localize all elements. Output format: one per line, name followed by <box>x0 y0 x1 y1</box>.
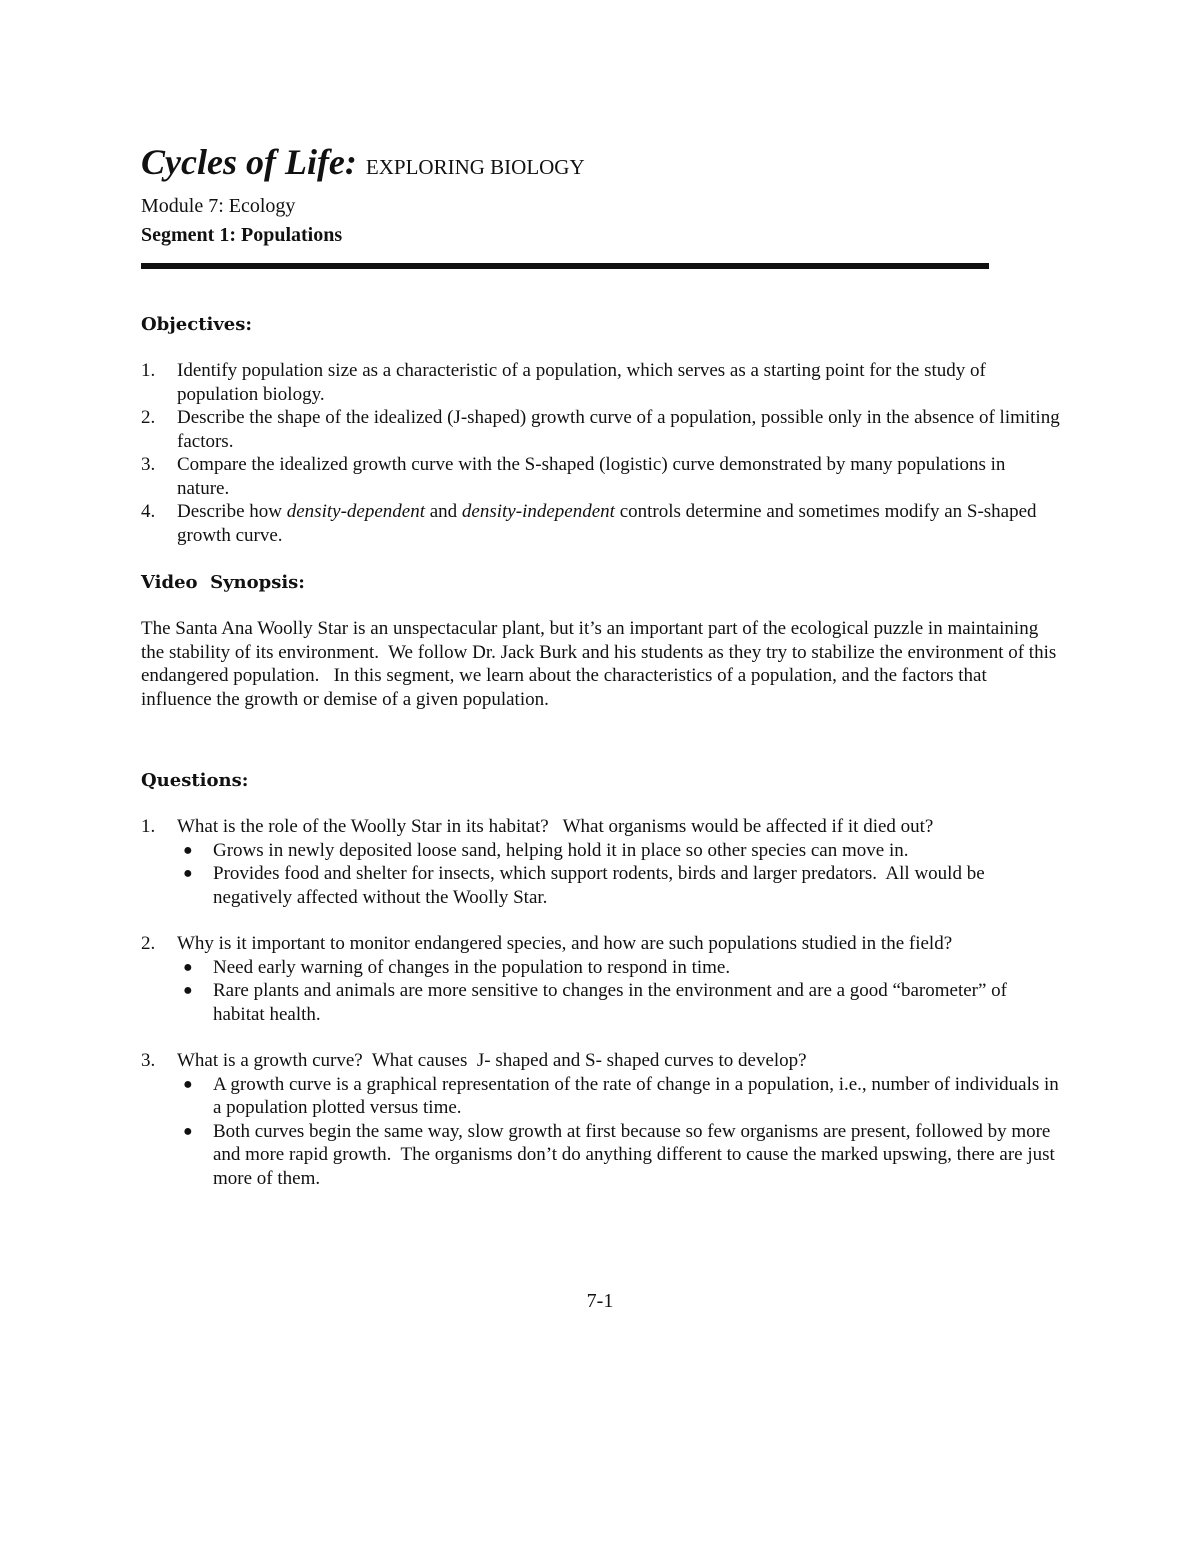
segment-label: Segment 1: Populations <box>141 224 343 246</box>
synopsis-text: The Santa Ana Woolly Star is an unspectacular plant, but it’s an important part of the ecological puzzle in maintaining the stability of its environment. We follow Dr. Jack Burk and his students as they try to stabilize the environment of this endangered population. In this segment, we learn about the characteristics of a population, and the factors that influence the growth or demise of a given population. <box>141 618 1061 710</box>
objective-text-part: Describe how <box>177 501 287 522</box>
objective-number: 2. <box>141 407 156 428</box>
answer-text: A growth curve is a graphical representation of the rate of change in a population, i.e., number of individuals in a population plotted versus time. <box>213 1073 1059 1118</box>
question-item <box>141 815 1061 909</box>
bullet-icon: ● <box>183 1122 193 1140</box>
question-text: What is the role of the Woolly Star in its habitat? What organisms would be affected if it died out? <box>177 816 934 837</box>
objective-text-part: and <box>424 501 462 522</box>
objective-text: Describe the shape of the idealized (J-shaped) growth curve of a population, possible only in the absence of limiting factors. <box>177 407 1060 452</box>
objectives-section <box>141 313 1061 547</box>
question-text: What is a growth curve? What causes J- shaped and S- shaped curves to develop? <box>177 1050 807 1071</box>
document-page <box>141 140 1061 1190</box>
answer-list <box>177 956 1061 1027</box>
objective-item <box>141 406 1061 453</box>
header-divider <box>141 263 989 269</box>
page-number: 7-1 <box>586 1290 614 1312</box>
question-number: 2. <box>141 933 156 954</box>
term-density-independent: density-independent <box>461 501 615 522</box>
bullet-icon: ● <box>183 958 193 976</box>
objectives-heading: Objectives: <box>141 314 253 335</box>
answer-item <box>177 862 1061 909</box>
questions-list <box>141 815 1061 1190</box>
question-text: Why is it important to monitor endangered species, and how are such populations studied in the field? <box>177 933 953 954</box>
objective-item <box>141 453 1061 500</box>
answer-list <box>177 1073 1061 1191</box>
question-item <box>141 1049 1061 1190</box>
title-italic: Cycles of Life: <box>141 142 357 182</box>
answer-item <box>177 839 1061 863</box>
module-label: Module 7: Ecology <box>141 195 296 217</box>
questions-section <box>141 769 1061 1190</box>
bullet-icon: ● <box>183 841 193 859</box>
question-number: 3. <box>141 1050 156 1071</box>
answer-list <box>177 839 1061 910</box>
answer-text: Grows in newly deposited loose sand, helping hold it in place so other species can move in. <box>213 839 909 861</box>
answer-item <box>177 1073 1061 1120</box>
answer-text: Rare plants and animals are more sensitive to changes in the environment and are a good “barometer” of habitat health. <box>213 980 1008 1025</box>
answer-text: Need early warning of changes in the population to respond in time. <box>213 956 731 978</box>
objective-item <box>141 500 1061 547</box>
answer-text: Both curves begin the same way, slow growth at first because so few organisms are present, followed by more and more rapid growth. The organisms don’t do anything different to cause the marked upswing, there are just more of them. <box>213 1120 1060 1189</box>
answer-item <box>177 1120 1061 1191</box>
objectives-list <box>141 359 1061 547</box>
question-item <box>141 932 1061 1026</box>
objective-text: Compare the idealized growth curve with the S-shaped (logistic) curve demonstrated by many populations in nature. <box>177 454 1006 499</box>
synopsis-section <box>141 571 1061 711</box>
bullet-icon: ● <box>183 1075 193 1093</box>
objective-number: 4. <box>141 501 156 522</box>
bullet-icon: ● <box>183 865 193 882</box>
answer-item <box>177 956 1061 980</box>
synopsis-heading: Video Synopsis: <box>141 572 305 593</box>
term-density-dependent: density-dependent <box>286 501 425 522</box>
document-title <box>141 140 1061 189</box>
objective-text: Identify population size as a characteristic of a population, which serves as a starting point for the study of population biology. <box>177 360 986 405</box>
bullet-icon: ● <box>183 982 193 999</box>
objective-item <box>141 359 1061 406</box>
objective-number: 3. <box>141 454 156 475</box>
question-number: 1. <box>141 816 156 837</box>
questions-heading: Questions: <box>141 770 249 791</box>
answer-text: Provides food and shelter for insects, which support rodents, birds and larger predators. All would be negatively affected without the Woolly Star. <box>213 863 990 908</box>
objective-number: 1. <box>141 360 156 381</box>
objective-text-part: controls determine and sometimes modify an S-shaped growth curve. <box>177 501 1037 546</box>
title-caps: EXPLORING BIOLOGY <box>365 155 585 179</box>
answer-item <box>177 979 1061 1026</box>
